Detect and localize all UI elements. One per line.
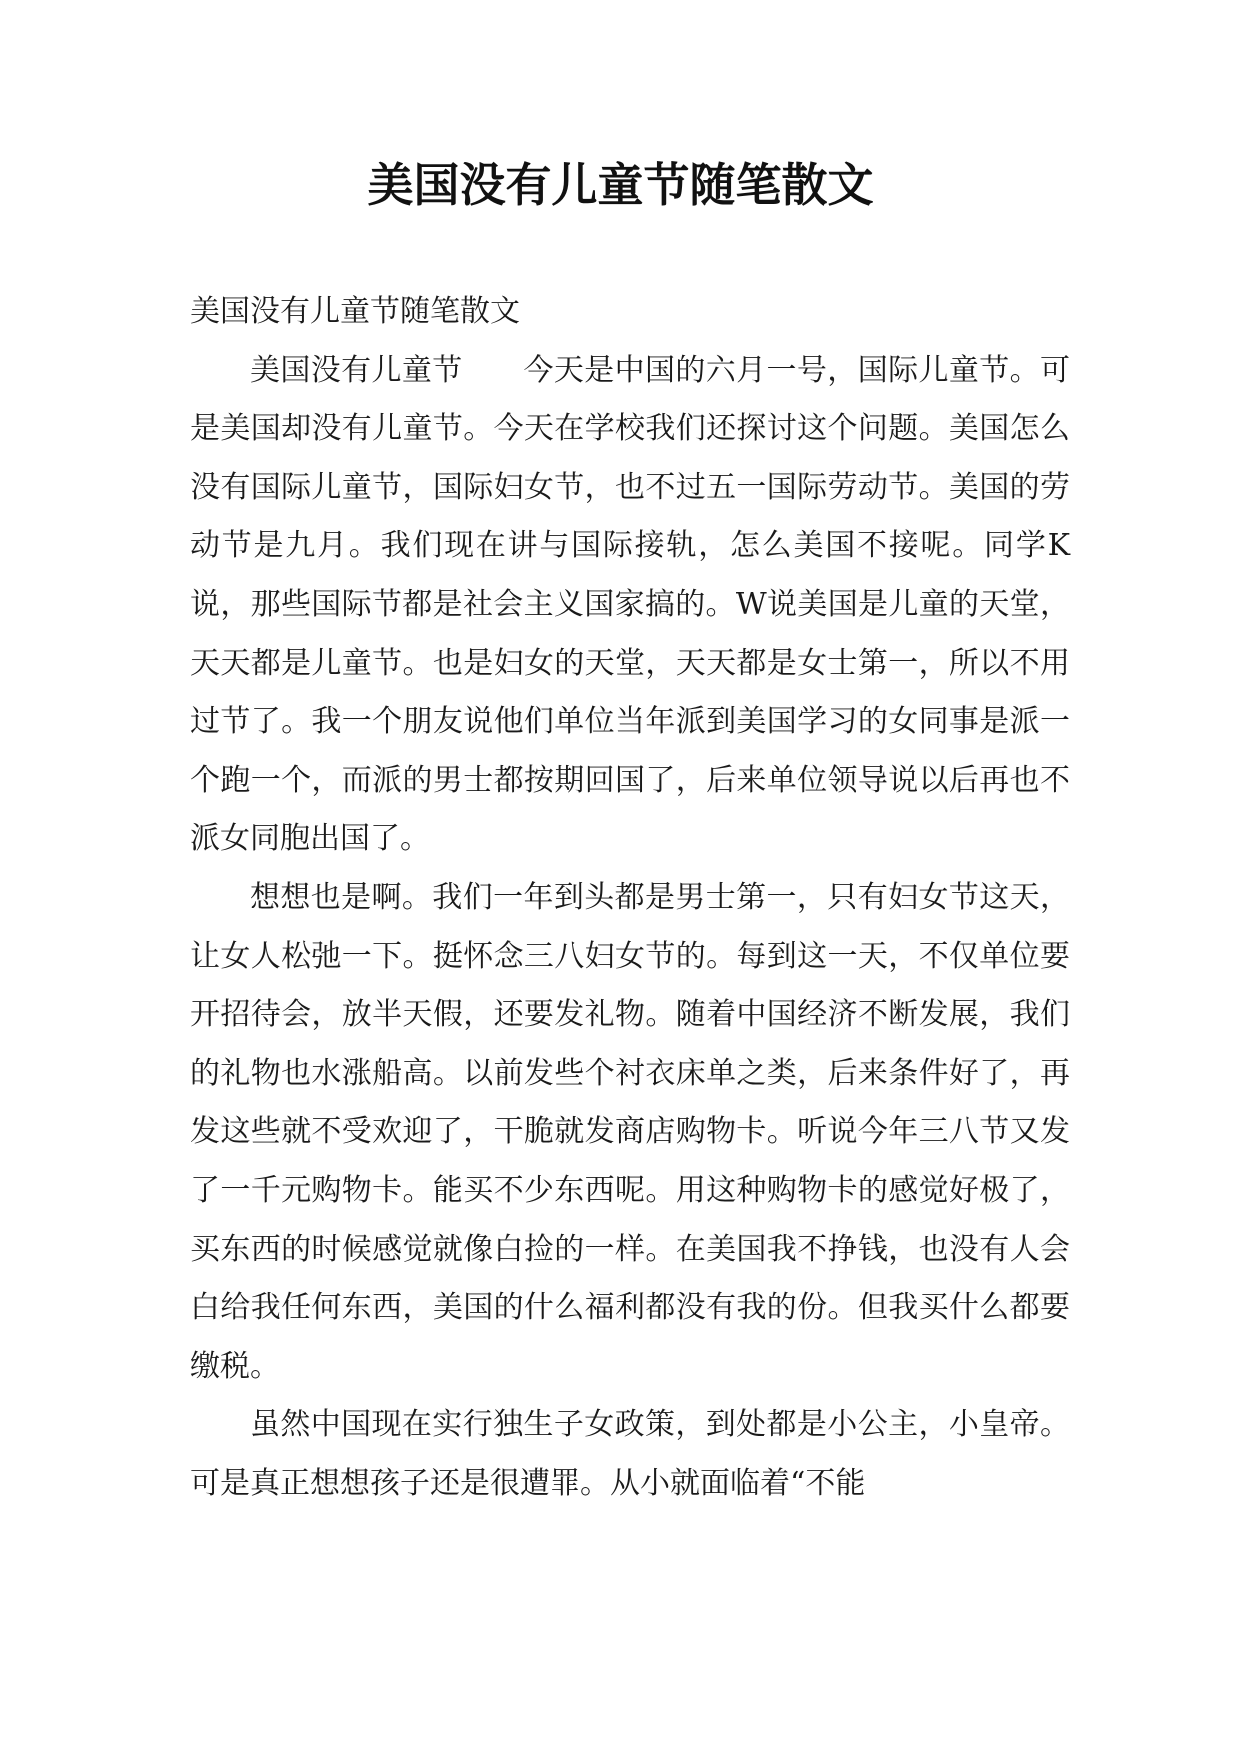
paragraph: 美国没有儿童节 今天是中国的六月一号，国际儿童节。可是美国却没有儿童节。今天在学校我们还探讨这个问题。美国怎么没有国际儿童节，国际妇女节，也不过五一国际劳动节。美国的劳动节是九月。我们现在讲与国际接轨，怎么美国不接呢。同学K说，那些国际节都是社会主义国家搞的。W说美国是儿童的天堂，天天都是儿童节。也是妇女的天堂，天天都是女士第一，所以不用过节了。我一个朋友说他们单位当年派到美国学习的女同事是派一个跑一个，而派的男士都按期回国了，后来单位领导说以后再也不派女同胞出国了。 [190, 352, 1070, 857]
document-subtitle: 美国没有儿童节随笔散文 [190, 294, 520, 329]
document-title: 美国没有儿童节随笔散文 [367, 158, 874, 212]
paragraph: 虽然中国现在实行独生子女政策，到处都是小公主，小皇帝。可是真正想想孩子还是很遭罪。从小就面临着“不能 [190, 1407, 1070, 1501]
paragraph: 想想也是啊。我们一年到头都是男士第一，只有妇女节这天，让女人松弛一下。挺怀念三八妇女节的。每到这一天，不仅单位要开招待会，放半天假，还要发礼物。随着中国经济不断发展，我们的礼物也水涨船高。以前发些个衬衣床单之类，后来条件好了，再发这些就不受欢迎了，干脆就发商店购物卡。听说今年三八节又发了一千元购物卡。能买不少东西呢。用这种购物卡的感觉好极了，买东西的时候感觉就像白捡的一样。在美国我不挣钱，也没有人会白给我任何东西，美国的什么福利都没有我的份。但我买什么都要缴税。 [190, 879, 1070, 1384]
document-body [190, 283, 1070, 1513]
